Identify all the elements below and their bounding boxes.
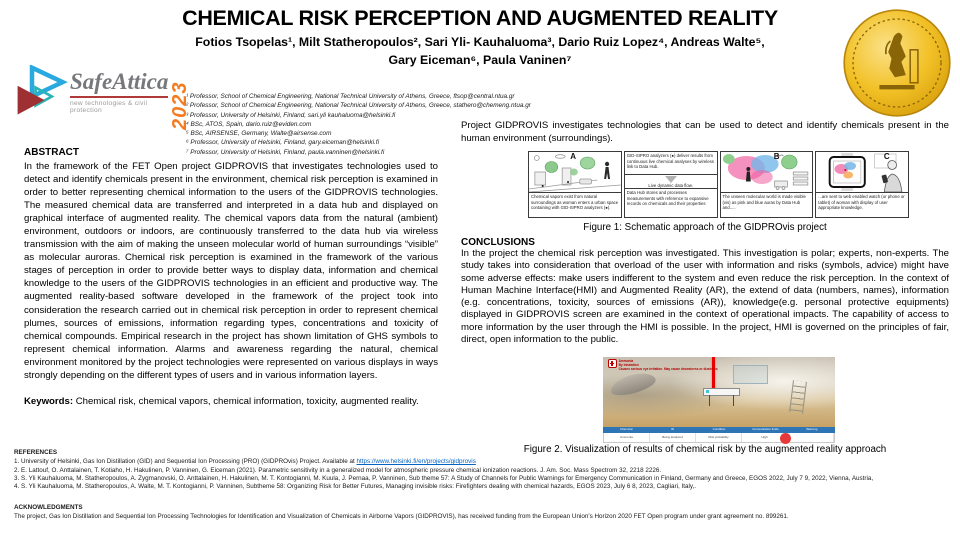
gidprovis-project-link[interactable]: https://www.helsinki.fi/en/projects/gidprovis <box>356 458 476 466</box>
affiliation-item: ⁵ BSc, AIRSENSE, Germany, Walte@airsense.com <box>186 130 332 138</box>
warning-line: Causes serious eye irritation. May cause drowsiness or dizziness <box>618 367 718 372</box>
warning-line: By inhalation <box>618 363 639 368</box>
hub-flow-text: Live dynamic data flow. <box>648 183 693 188</box>
acknowledgments-text: The project, Gas Ion Distillation and Sequential Ion Processing Technologies for Identification and Visualization of Chemicals in Airborne Vapors (GIDPROVIS), has received funding from the European Union's Horizon 2020 FET Open program under grant agreement no. 899261. <box>14 513 789 521</box>
ar-scene-image <box>603 357 835 427</box>
ladder <box>789 380 806 414</box>
safeattica-tagline: new technologies & civil protection <box>70 99 148 114</box>
poster-title: CHEMICAL RISK PERCEPTION AND AUGMENTED REALITY <box>182 6 778 30</box>
reference-item <box>14 458 950 466</box>
figure2 <box>603 357 835 442</box>
keywords-line <box>24 395 438 408</box>
abstract-heading: ABSTRACT <box>24 147 79 158</box>
arrow-down-icon <box>665 176 677 183</box>
ar-row-cell: High <box>742 433 788 442</box>
references-section <box>14 449 950 491</box>
figure1-panel-a-caption: Chemical vapors exist from natural surroundings as woman enters a urban space containing with GID-SIPRO analyzers (●). <box>529 192 621 217</box>
ar-results-table <box>603 427 835 442</box>
ar-row-cell: Ammonia <box>604 433 650 442</box>
reference-item: 4. S. Yli Kauhaluoma, M. Statheropoulos, A. Walte, M. T. Kontogianni, P. Vanninen, Subtheme 58: Organizing Risk for Better Futures, Managing invisible risks: Firefighters dealing with chemical hazards, EGOS 2023, July 6 8, 2023, Cagliari, Italy,. <box>14 483 697 491</box>
watch-scene-sketch <box>816 152 908 192</box>
sensor-stand <box>709 395 734 406</box>
figure1-panel-b <box>720 151 814 218</box>
conclusions-body: In the project the chemical risk perception was investigated. This investigation is polar; experts, non-experts. The study takes into consideration that overload of the user with information and risks (symbols, advice) might have some adverse effects: make users indifferent to the system and even reduce the risk perception. In the context of Human Machine Interface(HMI) and Augmented Reality (AR), the extend of data (numbers, names), information (e.g. concentrations, toxicity, sources of emissions (AR)), knowledge(e.g. personal protective equipments) displayed in GIDPROVIS screen are examined in the context of operational impacts. The capability of access to more information by the user through the HMI is possible. In the project, HMI is governed on the principles of fair, direct, open information to the public. <box>461 248 949 345</box>
ar-header-cell: Chemical <box>619 427 633 431</box>
reference-item: 2. E. Lattouf, O. Anttalainen, T. Kotiaho, H. Hakulinen, P. Vanninen, G. Eiceman (2021). Parametric sensitivity in a generalized model for atmospheric pressure chemical ionization reactions. J. Am. Soc. Mass Spectrom 32, 2218 2226. <box>14 466 662 474</box>
ar-header-cell: Concentration limits <box>752 427 779 431</box>
hazard-icon <box>608 359 617 368</box>
figure1-panel-datahub <box>624 151 718 218</box>
ntua-seal-icon <box>842 6 952 120</box>
ar-header-cell: Condition <box>712 427 726 431</box>
warning-line: Ammonia <box>618 359 634 364</box>
references-heading: REFERENCES <box>14 449 58 456</box>
safeattica-logo <box>14 46 192 138</box>
figure1 <box>528 151 909 218</box>
authors-line1: Fotios Tsopelas¹, Milt Statheropoulos², Sari Yli- Kauhaluoma³, Dario Ruiz Lopez⁴, Andreas Walte⁵, <box>195 35 765 49</box>
acknowledgments-heading: ACKNOWLEDGMENTS <box>14 504 83 511</box>
affiliation-item: ⁷ Professor, University of Helsinki, Finland, paula.vanninen@helsinki.fi <box>186 148 385 156</box>
panel-a-label: A <box>570 152 577 161</box>
figure1-panel-c-caption: ...are sent to web enabled watch (or phone or tablet) of woman with display of user appropriate knowledge. <box>816 192 908 217</box>
wall-window <box>733 365 767 384</box>
figure1-caption: Figure 1: Schematic approach of the GIDPROvis project <box>583 222 827 233</box>
panel-c-label: C <box>883 152 890 161</box>
sensor-led <box>706 390 709 393</box>
affiliation-item: ⁶ Professor, University of Helsinki, Finland, gary.eiceman@helsinki.fi <box>186 139 380 147</box>
figure1-panel-a <box>528 151 622 218</box>
aura-scene-drawing <box>721 152 813 192</box>
abstract-body: In the framework of the FET Open project GIDPROVIS that investigates technologies used to detect and identify chemicals present in the environment, chemical risk perception is examined in order to better representing chemical information to the users of the GIDPROVIS technologies. The measured chemical data are transferred and interpreted in a data hub and displayed on graphical interface of augmented reality. The chemical vapors data from the natural (ambient) environment, outdoors or indoors, are continuously transferred to the data hub via wireless transmission with the aim of making the unseen molecular world of human surroundings “visible” as molecular auroras. Chemical risk perception is examined in the framework of the various stages of perception in order to provide better ways to display data, information and chemical knowledge to the users of the GIDPROVIS technologies in an efficient and productive way. The augmented reality-based software developed in the framework of the project took into consideration the research carried out in chemical risk perception in order to represent chemical plumes, sources of emissions, information regarding types, concentrations and toxicity of chemical compounds. Empirical research in the project has shown limitation of GHS symbols to represent chemical information. Alarms and awareness regarding the natural, chemical environment monitored by the project technologies were represented on various displays in ways strongly depending on the different types of users and in various information layers. <box>24 161 438 381</box>
affiliation-item: ³ Professor, University of Helsinki, Finland, sari.yli kauhaluoma@helsinki.fi <box>186 111 396 119</box>
ar-row-cell: Being analyzed <box>650 433 696 442</box>
aura-scene-sketch <box>721 152 813 192</box>
safeattica-year: 2023 <box>169 81 192 130</box>
authors-block <box>100 33 860 70</box>
figure1-panel-b-caption: The unseen molecular world is made visible (vis) as pink and blue auras by Data Hub and..... <box>721 192 813 217</box>
panel-b-label: B <box>773 152 780 161</box>
watch-scene-drawing <box>816 152 908 192</box>
risk-level-dot-icon <box>780 433 791 444</box>
figure1-panel-c <box>815 151 909 218</box>
figure2-caption: Figure 2. Visualization of results of chemical risk by the augmented reality approach <box>523 444 887 455</box>
abstract-section <box>24 147 438 408</box>
acknowledgments-section <box>14 504 950 522</box>
reference-item: 3. S. Yli Kauhaluoma, M. Statheropoulos, A. Zygmanovski, O. Anttalainen, H. Hakulinen, M. T. Kontogianni, M. Kuula, J. Pernaa, P. Vanninen, Sub theme 57: A Study of Channels for Public Warnings for Emergency Communication in Finland, Germany and Greece, EGOS 2022, July 7 9, 2022, Vienna, Austria, <box>14 474 874 482</box>
conclusions-heading: CONCLUSIONS <box>461 237 535 248</box>
urban-scene-sketch <box>529 152 621 192</box>
ar-row-cell <box>788 433 834 442</box>
affiliation-item: ² Professor, School of Chemical Engineering, National Technical University of Athens, Greece, stathero@chemeng.ntua.gr <box>186 102 531 110</box>
hub-top-text: GID-SIPRO analyzers (●) deliver results from continuous live chemical analyses by wireless link to Data Hub. <box>625 152 717 175</box>
safeattica-name: SafeAttica <box>70 70 168 97</box>
safeattica-text <box>70 70 168 113</box>
reference-text: 1. University of Helsinki, Gas Ion Distillation (GID) and Sequential Ion Processing (PRO) (GIDPROvis) Project. Available at <box>14 458 357 466</box>
rolled-carpet <box>608 369 658 399</box>
ar-header-cell: ID <box>671 427 675 431</box>
ar-warning-text <box>619 359 718 371</box>
hub-bottom-text: Data Hub stores and processes measurements with reference to expansive records on chemicals and their properties <box>625 188 717 217</box>
keywords-text: Chemical risk, chemical vapors, chemical information, toxicity, augmented reality. <box>73 395 419 407</box>
ar-table-row <box>603 433 835 443</box>
ar-header-cell: Warning <box>806 427 818 431</box>
authors-line2: Gary Eiceman⁶, Paula Vaninen⁷ <box>388 53 572 68</box>
project-intro: Project GIDPROVIS investigates technologies that can be used to detect and identify chemicals present in the human environment (surroundings). <box>461 120 949 144</box>
affiliation-item: ¹ Professor, School of Chemical Engineering, National Technical University of Athens, Greece, ftsop@central.ntua.gr <box>186 93 515 100</box>
safeattica-triangles-icon <box>14 65 68 119</box>
ar-row-cell: Risk probability <box>696 433 742 442</box>
affiliation-item: ⁴ BSc, ATOS, Spain, dario.ruiz@eviden.com <box>186 120 312 128</box>
keywords-label: Keywords: <box>24 395 74 407</box>
ar-warning-overlay <box>608 359 718 371</box>
